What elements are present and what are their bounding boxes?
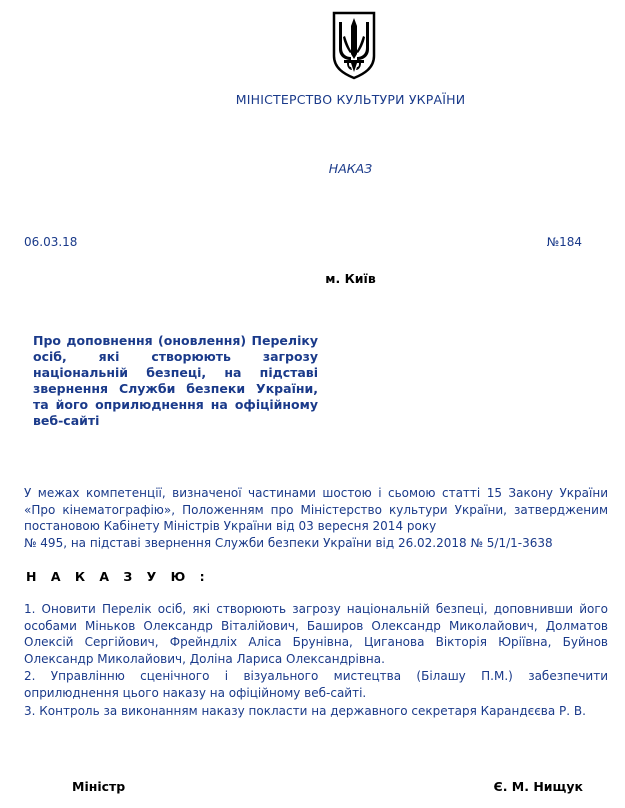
tryzub-emblem-icon xyxy=(331,10,377,80)
order-item-2: 2. Управлінню сценічного і візуального мистецтва (Білашу П.М.) забезпечити оприлюднення цього наказу на офіційному веб-сайті. xyxy=(24,669,608,700)
preamble-line-1: У межах компетенції, визначеної частинами шостою і сьомою статті 15 Закону України «Про кінематографію», Положенням про Міністерство культури України, затвердженим постановою Кабінету Міністрів України від 03 вересня 2014 року xyxy=(24,486,608,533)
order-item-3: 3. Контроль за виконанням наказу покласти на державного секретаря Карандєєва Р. В. xyxy=(24,704,586,718)
signatory-title: Міністр xyxy=(72,779,126,794)
document-type: НАКАЗ xyxy=(328,161,373,176)
signatory-name: Є. М. Нищук xyxy=(493,779,583,794)
document-subject: Про доповнення (оновлення) Переліку осіб, які створюють загрозу національній безпеці, на підставі звернення Служби безпеки України, та його оприлюднення на офіційному веб-сайті xyxy=(33,333,318,428)
document-date: 06.03.18 xyxy=(24,235,78,249)
preamble-line-2: № 495, на підставі звернення Служби безпеки України від 26.02.2018 № 5/1/1-3638 xyxy=(24,535,553,550)
order-item-1: 1. Оновити Перелік осіб, які створюють загрозу національній безпеці, доповнивши його особами Міньков Олександр Віталійович, Баширов Олександр Миколайович, Долматов Олексій Сергійович, Фрейндліх Аліса Брунівна, Циганова Вікторія Юріївна, Буйнов Олександр Миколайович, Доліна Лариса Олександрівна. xyxy=(24,602,608,666)
ministry-name: МІНІСТЕРСТВО КУЛЬТУРИ УКРАЇНИ xyxy=(235,92,466,107)
order-heading: Н А К А З У Ю : xyxy=(26,569,210,584)
document-number: №184 xyxy=(546,235,582,249)
preamble xyxy=(24,485,608,551)
document-city: м. Київ xyxy=(325,271,376,286)
